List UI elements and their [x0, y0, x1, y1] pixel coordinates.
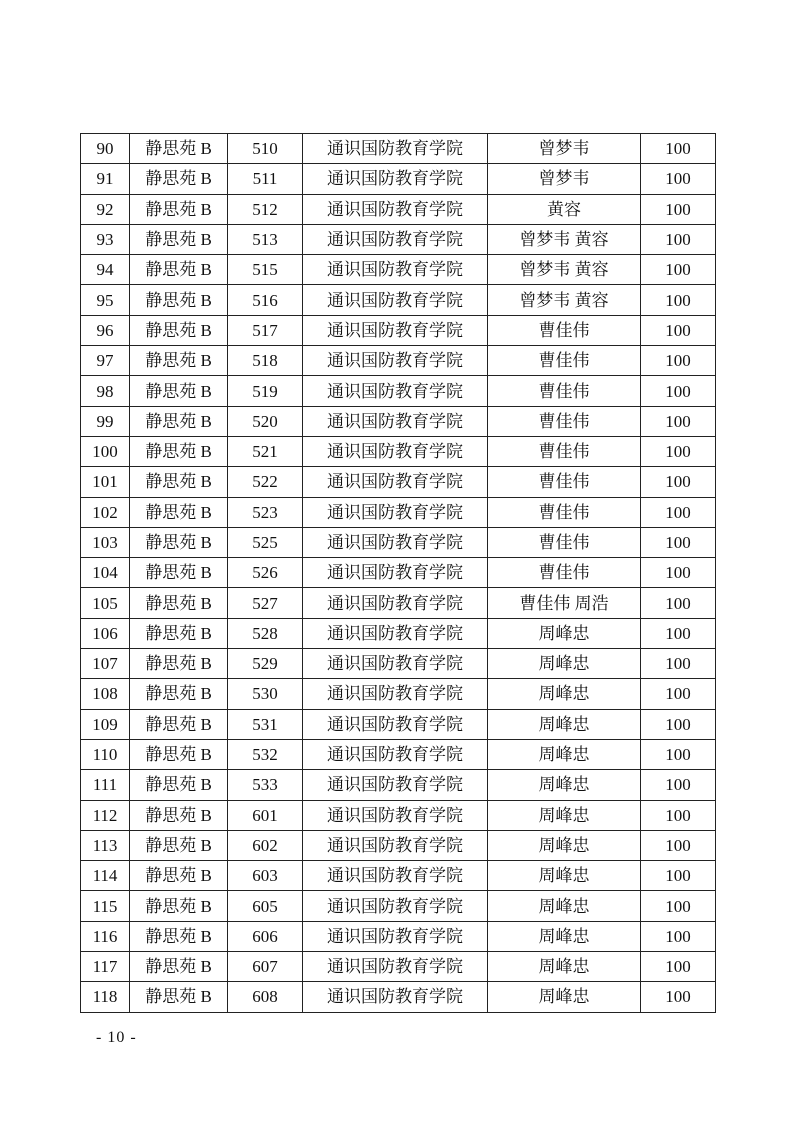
responsible-person-cell: 曾梦韦 黄容	[488, 224, 641, 254]
score-cell: 100	[641, 588, 716, 618]
table-row	[81, 315, 716, 345]
responsible-person-cell: 曹佳伟 周浩	[488, 588, 641, 618]
room-number-cell: 510	[228, 134, 303, 164]
table-row	[81, 467, 716, 497]
score-cell: 100	[641, 436, 716, 466]
responsible-person-cell: 周峰忠	[488, 649, 641, 679]
table-body	[81, 134, 716, 1013]
building-cell: 静思苑 B	[130, 255, 228, 285]
building-cell: 静思苑 B	[130, 315, 228, 345]
room-number-cell: 533	[228, 770, 303, 800]
responsible-person-cell: 周峰忠	[488, 891, 641, 921]
building-cell: 静思苑 B	[130, 891, 228, 921]
responsible-person-cell: 曾梦韦	[488, 134, 641, 164]
college-cell: 通识国防教育学院	[303, 406, 488, 436]
score-cell: 100	[641, 921, 716, 951]
college-cell: 通识国防教育学院	[303, 891, 488, 921]
college-cell: 通识国防教育学院	[303, 315, 488, 345]
college-cell: 通识国防教育学院	[303, 861, 488, 891]
responsible-person-cell: 曾梦韦 黄容	[488, 285, 641, 315]
score-cell: 100	[641, 255, 716, 285]
table-row	[81, 679, 716, 709]
room-number-cell: 605	[228, 891, 303, 921]
row-number-cell: 101	[81, 467, 130, 497]
college-cell: 通识国防教育学院	[303, 346, 488, 376]
row-number-cell: 108	[81, 679, 130, 709]
responsible-person-cell: 周峰忠	[488, 982, 641, 1012]
responsible-person-cell: 周峰忠	[488, 679, 641, 709]
building-cell: 静思苑 B	[130, 800, 228, 830]
row-number-cell: 95	[81, 285, 130, 315]
building-cell: 静思苑 B	[130, 376, 228, 406]
building-cell: 静思苑 B	[130, 497, 228, 527]
room-number-cell: 523	[228, 497, 303, 527]
room-number-cell: 516	[228, 285, 303, 315]
score-cell: 100	[641, 134, 716, 164]
college-cell: 通识国防教育学院	[303, 588, 488, 618]
room-number-cell: 531	[228, 709, 303, 739]
score-cell: 100	[641, 346, 716, 376]
responsible-person-cell: 周峰忠	[488, 770, 641, 800]
table-row	[81, 861, 716, 891]
responsible-person-cell: 曾梦韦 黄容	[488, 255, 641, 285]
table-row	[81, 588, 716, 618]
score-cell: 100	[641, 830, 716, 860]
row-number-cell: 116	[81, 921, 130, 951]
score-cell: 100	[641, 800, 716, 830]
college-cell: 通识国防教育学院	[303, 497, 488, 527]
score-cell: 100	[641, 285, 716, 315]
score-cell: 100	[641, 224, 716, 254]
row-number-cell: 104	[81, 558, 130, 588]
row-number-cell: 107	[81, 649, 130, 679]
room-number-cell: 512	[228, 194, 303, 224]
table-row	[81, 255, 716, 285]
score-cell: 100	[641, 467, 716, 497]
building-cell: 静思苑 B	[130, 346, 228, 376]
row-number-cell: 106	[81, 618, 130, 648]
table-row	[81, 497, 716, 527]
table-row	[81, 982, 716, 1012]
row-number-cell: 118	[81, 982, 130, 1012]
score-cell: 100	[641, 527, 716, 557]
row-number-cell: 94	[81, 255, 130, 285]
table-row	[81, 376, 716, 406]
responsible-person-cell: 曹佳伟	[488, 376, 641, 406]
row-number-cell: 105	[81, 588, 130, 618]
table-row	[81, 800, 716, 830]
row-number-cell: 97	[81, 346, 130, 376]
row-number-cell: 92	[81, 194, 130, 224]
building-cell: 静思苑 B	[130, 952, 228, 982]
room-number-cell: 608	[228, 982, 303, 1012]
row-number-cell: 103	[81, 527, 130, 557]
room-number-cell: 515	[228, 255, 303, 285]
table-row	[81, 346, 716, 376]
responsible-person-cell: 曹佳伟	[488, 406, 641, 436]
room-number-cell: 521	[228, 436, 303, 466]
page-number: - 10 -	[96, 1029, 137, 1046]
room-number-cell: 527	[228, 588, 303, 618]
score-cell: 100	[641, 739, 716, 769]
table-row	[81, 709, 716, 739]
row-number-cell: 96	[81, 315, 130, 345]
table-row	[81, 739, 716, 769]
building-cell: 静思苑 B	[130, 406, 228, 436]
building-cell: 静思苑 B	[130, 618, 228, 648]
row-number-cell: 91	[81, 164, 130, 194]
college-cell: 通识国防教育学院	[303, 224, 488, 254]
building-cell: 静思苑 B	[130, 770, 228, 800]
responsible-person-cell: 周峰忠	[488, 739, 641, 769]
room-number-cell: 606	[228, 921, 303, 951]
responsible-person-cell: 曾梦韦	[488, 164, 641, 194]
table-row	[81, 134, 716, 164]
responsible-person-cell: 黄容	[488, 194, 641, 224]
room-number-cell: 532	[228, 739, 303, 769]
row-number-cell: 102	[81, 497, 130, 527]
row-number-cell: 111	[81, 770, 130, 800]
table-row	[81, 618, 716, 648]
college-cell: 通识国防教育学院	[303, 830, 488, 860]
table-row	[81, 224, 716, 254]
row-number-cell: 113	[81, 830, 130, 860]
college-cell: 通识国防教育学院	[303, 436, 488, 466]
score-cell: 100	[641, 861, 716, 891]
room-number-cell: 529	[228, 649, 303, 679]
row-number-cell: 93	[81, 224, 130, 254]
room-number-cell: 607	[228, 952, 303, 982]
college-cell: 通识国防教育学院	[303, 194, 488, 224]
score-cell: 100	[641, 194, 716, 224]
table-row	[81, 830, 716, 860]
room-number-cell: 519	[228, 376, 303, 406]
score-cell: 100	[641, 406, 716, 436]
building-cell: 静思苑 B	[130, 861, 228, 891]
room-number-cell: 513	[228, 224, 303, 254]
room-number-cell: 522	[228, 467, 303, 497]
college-cell: 通识国防教育学院	[303, 558, 488, 588]
college-cell: 通识国防教育学院	[303, 255, 488, 285]
room-number-cell: 603	[228, 861, 303, 891]
building-cell: 静思苑 B	[130, 709, 228, 739]
row-number-cell: 100	[81, 436, 130, 466]
table-row	[81, 649, 716, 679]
responsible-person-cell: 周峰忠	[488, 800, 641, 830]
score-cell: 100	[641, 709, 716, 739]
building-cell: 静思苑 B	[130, 436, 228, 466]
building-cell: 静思苑 B	[130, 285, 228, 315]
row-number-cell: 114	[81, 861, 130, 891]
table-row	[81, 558, 716, 588]
score-cell: 100	[641, 952, 716, 982]
score-cell: 100	[641, 649, 716, 679]
responsible-person-cell: 曹佳伟	[488, 436, 641, 466]
responsible-person-cell: 周峰忠	[488, 830, 641, 860]
score-cell: 100	[641, 770, 716, 800]
college-cell: 通识国防教育学院	[303, 467, 488, 497]
room-number-cell: 525	[228, 527, 303, 557]
building-cell: 静思苑 B	[130, 558, 228, 588]
table-row	[81, 891, 716, 921]
college-cell: 通识国防教育学院	[303, 527, 488, 557]
building-cell: 静思苑 B	[130, 224, 228, 254]
responsible-person-cell: 周峰忠	[488, 709, 641, 739]
building-cell: 静思苑 B	[130, 588, 228, 618]
college-cell: 通识国防教育学院	[303, 649, 488, 679]
room-number-cell: 528	[228, 618, 303, 648]
responsible-person-cell: 周峰忠	[488, 952, 641, 982]
row-number-cell: 98	[81, 376, 130, 406]
responsible-person-cell: 曹佳伟	[488, 315, 641, 345]
college-cell: 通识国防教育学院	[303, 982, 488, 1012]
building-cell: 静思苑 B	[130, 739, 228, 769]
college-cell: 通识国防教育学院	[303, 376, 488, 406]
responsible-person-cell: 曹佳伟	[488, 527, 641, 557]
responsible-person-cell: 周峰忠	[488, 921, 641, 951]
row-number-cell: 109	[81, 709, 130, 739]
building-cell: 静思苑 B	[130, 649, 228, 679]
row-number-cell: 90	[81, 134, 130, 164]
college-cell: 通识国防教育学院	[303, 285, 488, 315]
table-row	[81, 285, 716, 315]
score-cell: 100	[641, 618, 716, 648]
building-cell: 静思苑 B	[130, 921, 228, 951]
building-cell: 静思苑 B	[130, 679, 228, 709]
table-row	[81, 952, 716, 982]
table-row	[81, 527, 716, 557]
dormitory-score-table	[80, 133, 716, 1013]
building-cell: 静思苑 B	[130, 467, 228, 497]
building-cell: 静思苑 B	[130, 134, 228, 164]
building-cell: 静思苑 B	[130, 194, 228, 224]
college-cell: 通识国防教育学院	[303, 921, 488, 951]
row-number-cell: 110	[81, 739, 130, 769]
table-row	[81, 194, 716, 224]
row-number-cell: 115	[81, 891, 130, 921]
college-cell: 通识国防教育学院	[303, 618, 488, 648]
college-cell: 通识国防教育学院	[303, 770, 488, 800]
room-number-cell: 520	[228, 406, 303, 436]
score-cell: 100	[641, 982, 716, 1012]
responsible-person-cell: 曹佳伟	[488, 558, 641, 588]
table-row	[81, 406, 716, 436]
row-number-cell: 117	[81, 952, 130, 982]
score-cell: 100	[641, 558, 716, 588]
row-number-cell: 99	[81, 406, 130, 436]
table-row	[81, 921, 716, 951]
table-row	[81, 436, 716, 466]
room-number-cell: 526	[228, 558, 303, 588]
college-cell: 通识国防教育学院	[303, 739, 488, 769]
score-cell: 100	[641, 891, 716, 921]
room-number-cell: 517	[228, 315, 303, 345]
building-cell: 静思苑 B	[130, 982, 228, 1012]
college-cell: 通识国防教育学院	[303, 679, 488, 709]
row-number-cell: 112	[81, 800, 130, 830]
college-cell: 通识国防教育学院	[303, 709, 488, 739]
room-number-cell: 511	[228, 164, 303, 194]
score-cell: 100	[641, 315, 716, 345]
table-row	[81, 164, 716, 194]
responsible-person-cell: 曹佳伟	[488, 346, 641, 376]
building-cell: 静思苑 B	[130, 830, 228, 860]
score-cell: 100	[641, 376, 716, 406]
college-cell: 通识国防教育学院	[303, 134, 488, 164]
room-number-cell: 518	[228, 346, 303, 376]
responsible-person-cell: 周峰忠	[488, 861, 641, 891]
college-cell: 通识国防教育学院	[303, 164, 488, 194]
building-cell: 静思苑 B	[130, 164, 228, 194]
score-cell: 100	[641, 164, 716, 194]
college-cell: 通识国防教育学院	[303, 800, 488, 830]
responsible-person-cell: 曹佳伟	[488, 467, 641, 497]
responsible-person-cell: 曹佳伟	[488, 497, 641, 527]
room-number-cell: 602	[228, 830, 303, 860]
responsible-person-cell: 周峰忠	[488, 618, 641, 648]
score-cell: 100	[641, 497, 716, 527]
room-number-cell: 601	[228, 800, 303, 830]
room-number-cell: 530	[228, 679, 303, 709]
table-row	[81, 770, 716, 800]
college-cell: 通识国防教育学院	[303, 952, 488, 982]
building-cell: 静思苑 B	[130, 527, 228, 557]
score-cell: 100	[641, 679, 716, 709]
